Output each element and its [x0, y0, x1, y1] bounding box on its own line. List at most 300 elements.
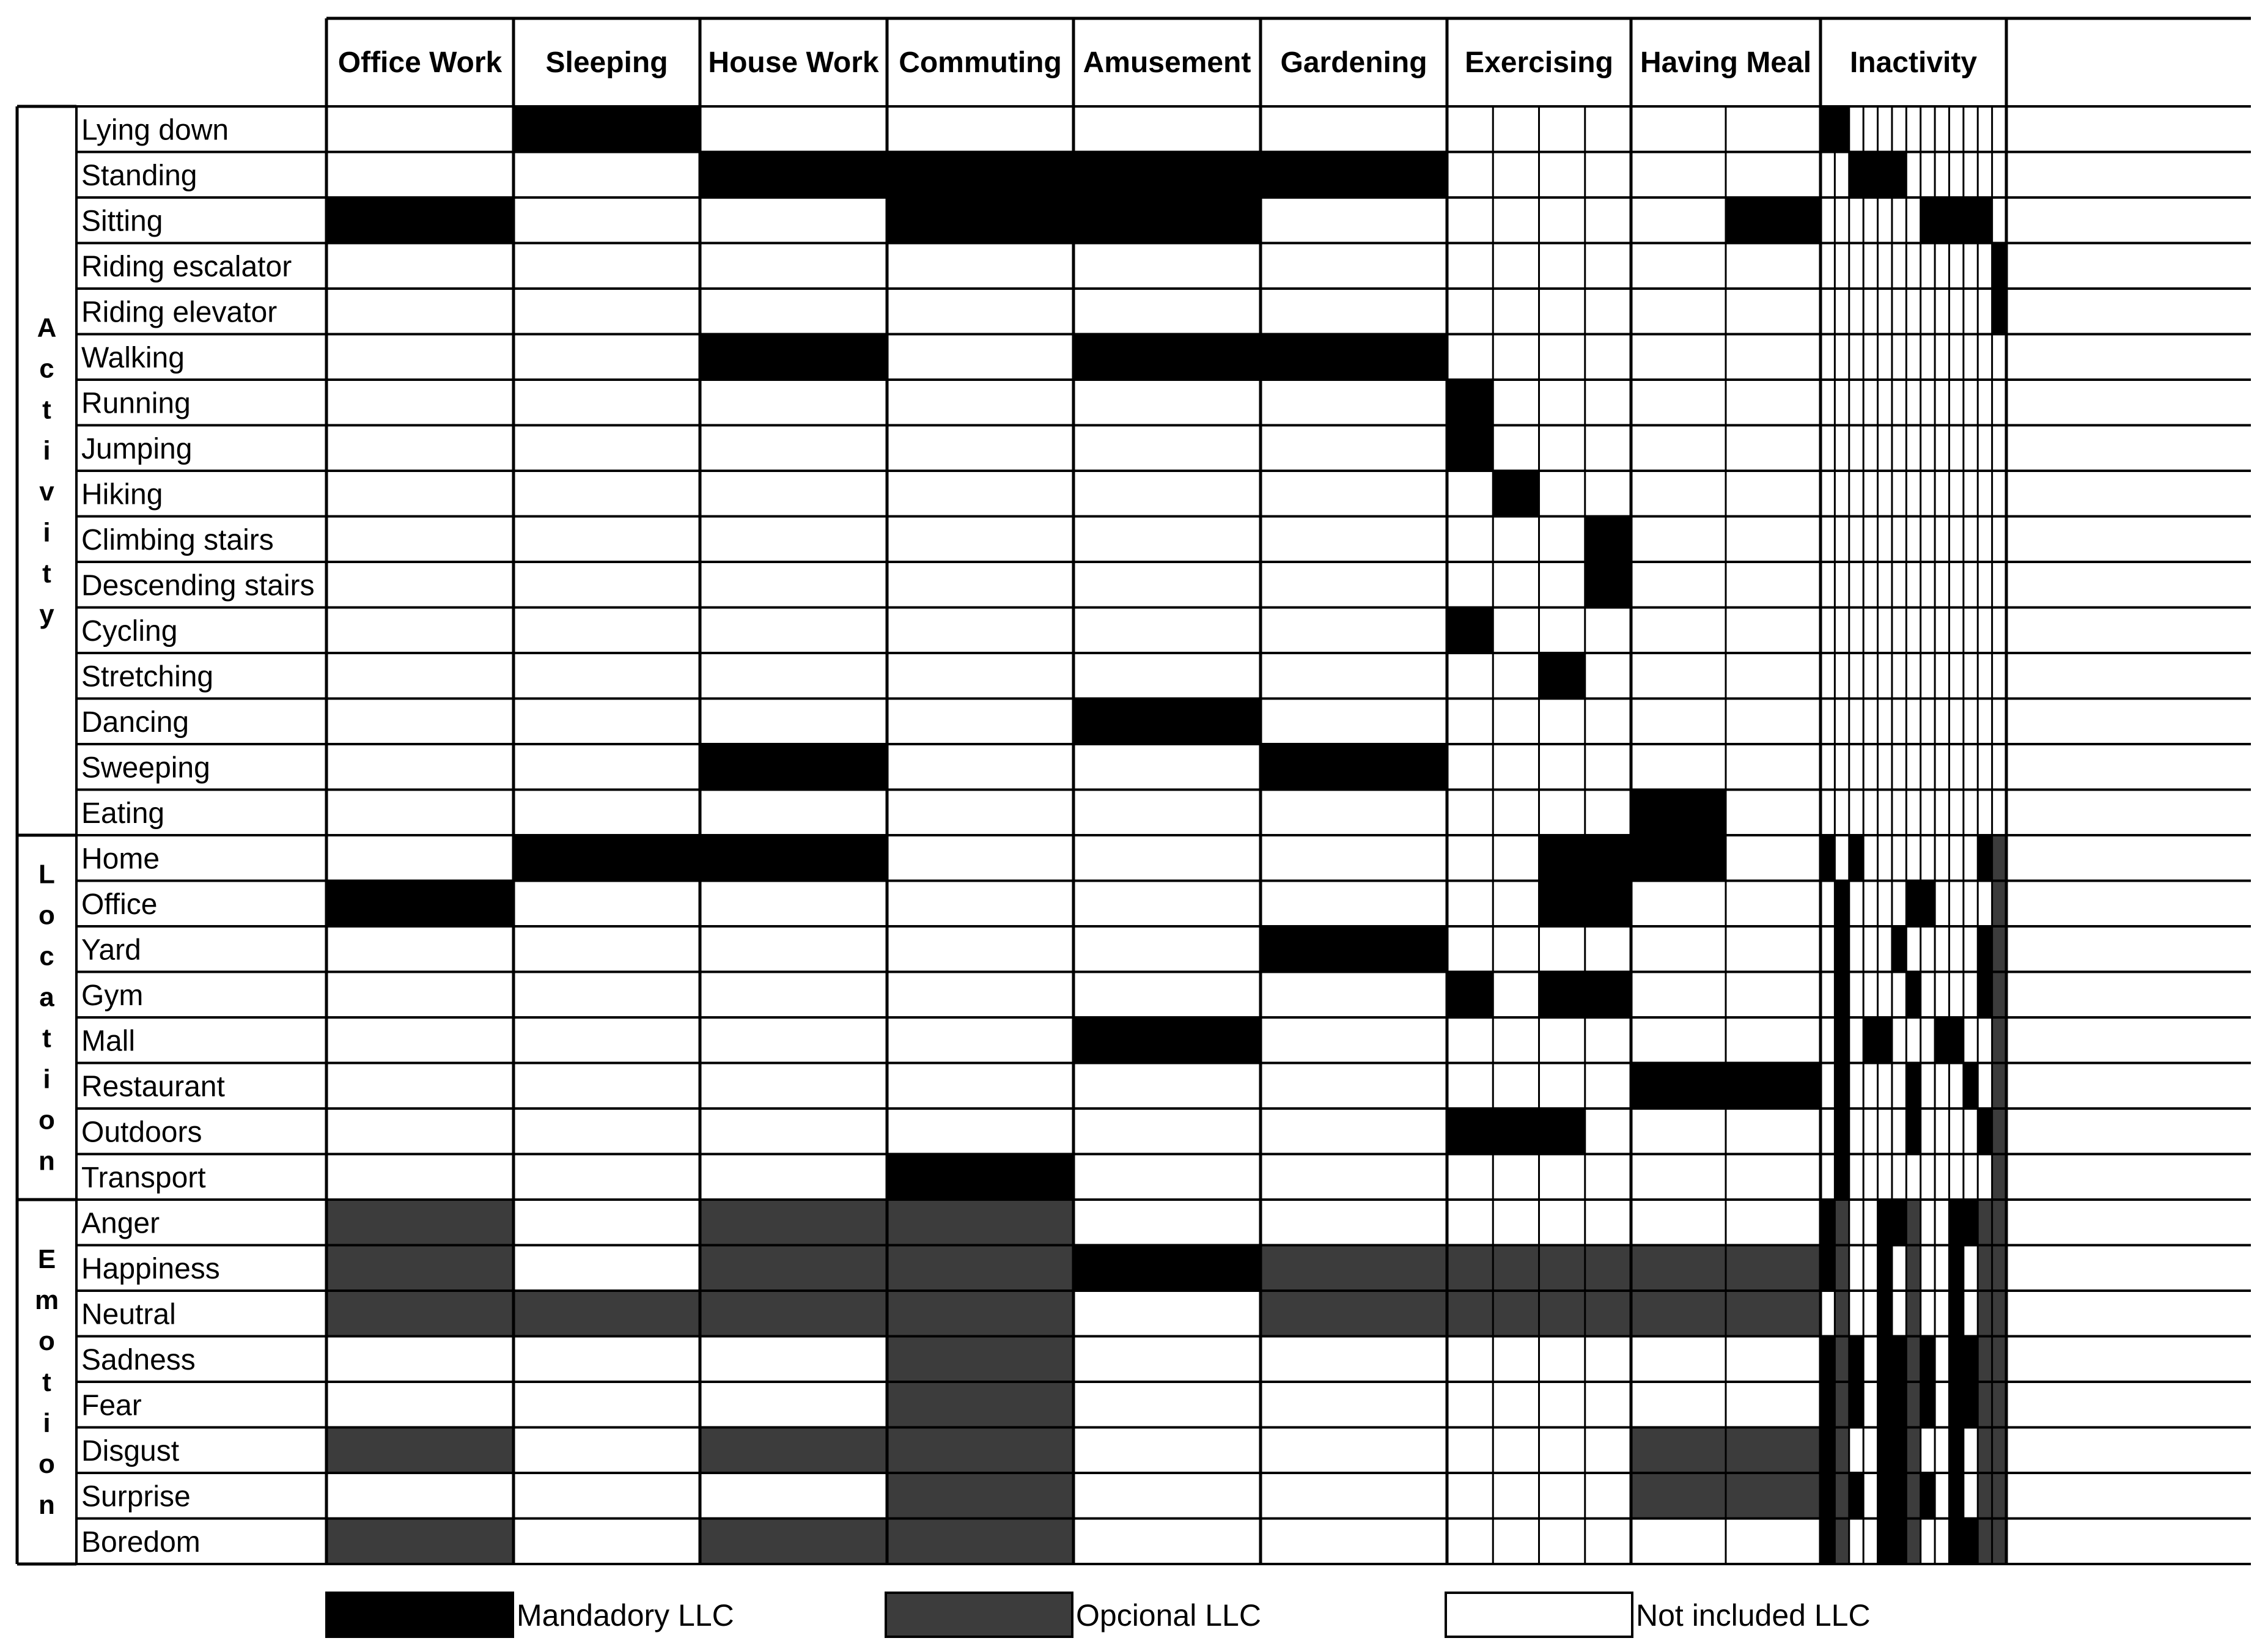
not-included-cell [1949, 881, 1964, 927]
not-included-cell [514, 426, 701, 471]
not-included-cell [1878, 380, 1893, 426]
not-included-cell [1835, 517, 1849, 563]
not-included-cell [1978, 562, 1992, 608]
not-included-cell [1493, 972, 1539, 1018]
not-included-cell [1073, 562, 1261, 608]
not-included-cell [1863, 562, 1878, 608]
not-included-cell [1949, 699, 1964, 745]
mandatory-cell [1964, 197, 1978, 243]
optional-cell [1978, 1473, 1992, 1519]
not-included-cell [1949, 289, 1964, 334]
mandatory-cell [1849, 1337, 1864, 1382]
not-included-cell [1992, 608, 2007, 654]
not-included-cell [1631, 152, 1726, 198]
not-included-cell [1726, 1337, 1821, 1382]
not-included-cell [1726, 608, 1821, 654]
not-included-cell [1073, 835, 1261, 881]
optional-cell [514, 1291, 701, 1337]
optional-cell [326, 1428, 514, 1474]
optional-cell [700, 1291, 888, 1337]
mandatory-cell [1878, 1473, 1893, 1519]
mandatory-cell [1949, 197, 1964, 243]
not-included-cell [1261, 426, 1448, 471]
not-included-cell [1539, 517, 1586, 563]
not-included-cell [887, 881, 1074, 927]
not-included-cell [1585, 790, 1632, 836]
optional-cell [1906, 1473, 1921, 1519]
not-included-cell [1878, 881, 1893, 927]
not-included-cell [1878, 471, 1893, 517]
not-included-cell [1835, 197, 1849, 243]
not-included-cell [1835, 152, 1849, 198]
not-included-cell [1964, 1473, 1978, 1519]
not-included-cell [887, 562, 1074, 608]
not-included-cell [1863, 744, 1878, 790]
mandatory-cell [1921, 881, 1935, 927]
mandatory-cell [1935, 1017, 1950, 1063]
not-included-cell [887, 1109, 1074, 1154]
not-included-cell [1878, 1109, 1893, 1154]
row-label-riding-elevator: Riding elevator [81, 296, 278, 329]
not-included-cell [1964, 1428, 1978, 1474]
not-included-cell [1073, 1428, 1261, 1474]
not-included-cell [1447, 1337, 1493, 1382]
not-included-cell [1849, 1154, 1864, 1200]
not-included-cell [1849, 1245, 1864, 1291]
not-included-cell [1821, 562, 1835, 608]
group-label-location: L o c a t i o n [39, 859, 55, 1176]
not-included-cell [1863, 1154, 1878, 1200]
mandatory-cell [1073, 1017, 1261, 1063]
not-included-cell [1631, 471, 1726, 517]
row-label-eating: Eating [81, 797, 165, 830]
column-header-exercising: Exercising [1465, 46, 1613, 79]
mandatory-cell [1964, 1200, 1978, 1245]
row-label-outdoors: Outdoors [81, 1116, 202, 1149]
not-included-cell [514, 1382, 701, 1428]
not-included-cell [1863, 1109, 1878, 1154]
not-included-cell [1935, 289, 1950, 334]
not-included-cell [1878, 653, 1893, 699]
not-included-cell [1849, 608, 1864, 654]
optional-cell [1992, 1519, 2007, 1565]
not-included-cell [514, 608, 701, 654]
not-included-cell [1539, 1154, 1586, 1200]
optional-cell [1261, 1291, 1448, 1337]
not-included-cell [1726, 653, 1821, 699]
mandatory-cell [1821, 1200, 1835, 1245]
not-included-cell [1493, 1382, 1539, 1428]
not-included-cell [1906, 699, 1921, 745]
not-included-cell [1631, 926, 1726, 972]
optional-cell [1978, 1428, 1992, 1474]
not-included-cell [1964, 152, 1978, 198]
not-included-cell [1935, 699, 1950, 745]
not-included-cell [1978, 1017, 1992, 1063]
not-included-cell [1073, 972, 1261, 1018]
not-included-cell [1447, 1428, 1493, 1474]
optional-cell [1726, 1473, 1821, 1519]
not-included-cell [1835, 426, 1849, 471]
not-included-cell [1447, 881, 1493, 927]
optional-cell [1992, 1109, 2007, 1154]
mandatory-cell [1447, 608, 1493, 654]
mandatory-cell [1585, 562, 1632, 608]
not-included-cell [1964, 1245, 1978, 1291]
not-included-cell [887, 289, 1074, 334]
not-included-cell [1935, 334, 1950, 380]
not-included-cell [1726, 1382, 1821, 1428]
not-included-cell [1585, 1063, 1632, 1109]
not-included-cell [1821, 471, 1835, 517]
not-included-cell [1539, 1200, 1586, 1245]
not-included-cell [1863, 289, 1878, 334]
not-included-cell [1821, 790, 1835, 836]
not-included-cell [1863, 1200, 1878, 1245]
not-included-cell [514, 790, 701, 836]
row-label-yard: Yard [81, 934, 141, 967]
mandatory-cell [1906, 1109, 1921, 1154]
not-included-cell [326, 699, 514, 745]
not-included-cell [1726, 1519, 1821, 1565]
optional-cell [887, 1291, 1074, 1337]
optional-cell [1992, 1291, 2007, 1337]
row-label-sadness: Sadness [81, 1343, 196, 1376]
not-included-cell [1892, 744, 1907, 790]
not-included-cell [1447, 1154, 1493, 1200]
mandatory-cell [1992, 289, 2007, 334]
mandatory-cell [1821, 1473, 1835, 1519]
not-included-cell [326, 1473, 514, 1519]
not-included-cell [1906, 1154, 1921, 1200]
not-included-cell [1493, 1473, 1539, 1519]
mandatory-cell [1992, 243, 2007, 289]
not-included-cell [1964, 471, 1978, 517]
optional-cell [1835, 1428, 1849, 1474]
mandatory-cell [1949, 1200, 1964, 1245]
not-included-cell [1835, 289, 1849, 334]
not-included-cell [514, 243, 701, 289]
not-included-cell [1964, 926, 1978, 972]
not-included-cell [1921, 517, 1935, 563]
not-included-cell [1892, 1109, 1907, 1154]
not-included-cell [1935, 562, 1950, 608]
not-included-cell [887, 835, 1074, 881]
not-included-cell [1447, 197, 1493, 243]
not-included-cell [1992, 562, 2007, 608]
optional-cell [1978, 1200, 1992, 1245]
not-included-cell [326, 1063, 514, 1109]
not-included-cell [1726, 699, 1821, 745]
column-header-commuting: Commuting [899, 46, 1062, 79]
not-included-cell [1261, 1200, 1448, 1245]
not-included-cell [1726, 790, 1821, 836]
not-included-cell [1849, 1017, 1864, 1063]
not-included-cell [1585, 426, 1632, 471]
mandatory-cell [1892, 152, 1907, 198]
not-included-cell [1921, 1428, 1935, 1474]
mandatory-cell [1892, 926, 1907, 972]
row-label-cycling: Cycling [81, 614, 178, 647]
mandatory-cell [1978, 197, 1992, 243]
not-included-cell [1261, 562, 1448, 608]
not-included-cell [1493, 152, 1539, 198]
not-included-cell [1964, 1291, 1978, 1337]
not-included-cell [1585, 1154, 1632, 1200]
not-included-cell [1631, 744, 1726, 790]
not-included-cell [887, 471, 1074, 517]
optional-cell [887, 1337, 1074, 1382]
group-label-emotion: E m o t i o n [34, 1244, 59, 1520]
not-included-cell [1949, 426, 1964, 471]
not-included-cell [1073, 471, 1261, 517]
not-included-cell [1821, 881, 1835, 927]
not-included-cell [1073, 926, 1261, 972]
not-included-cell [1726, 1200, 1821, 1245]
not-included-cell [514, 1428, 701, 1474]
not-included-cell [1863, 243, 1878, 289]
not-included-cell [1921, 1245, 1935, 1291]
not-included-cell [1539, 744, 1586, 790]
not-included-cell [326, 243, 514, 289]
not-included-cell [1849, 471, 1864, 517]
column-header-inactivity: Inactivity [1849, 46, 1978, 79]
not-included-cell [1073, 1519, 1261, 1565]
not-included-cell [1935, 1337, 1950, 1382]
mandatory-cell [1849, 152, 1864, 198]
not-included-cell [1493, 926, 1539, 972]
not-included-cell [1835, 243, 1849, 289]
not-included-cell [1978, 289, 1992, 334]
not-included-cell [1921, 926, 1935, 972]
mandatory-cell [1835, 881, 1849, 927]
mandatory-cell [1863, 152, 1878, 198]
not-included-cell [1906, 517, 1921, 563]
not-included-cell [1892, 106, 1907, 152]
not-included-cell [1863, 380, 1878, 426]
not-included-cell [1878, 744, 1893, 790]
not-included-cell [1906, 106, 1921, 152]
not-included-cell [1964, 972, 1978, 1018]
not-included-cell [1539, 699, 1586, 745]
legend [326, 1593, 1871, 1637]
not-included-cell [1949, 1154, 1964, 1200]
not-included-cell [700, 380, 888, 426]
row-label-jumping: Jumping [81, 432, 193, 465]
not-included-cell [1892, 471, 1907, 517]
row-label-walking: Walking [81, 341, 185, 374]
not-included-cell [1073, 1200, 1261, 1245]
not-included-cell [1539, 152, 1586, 198]
not-included-cell [1935, 790, 1950, 836]
not-included-cell [1821, 744, 1835, 790]
not-included-cell [514, 699, 701, 745]
not-included-cell [1878, 517, 1893, 563]
not-included-cell [1585, 334, 1632, 380]
not-included-cell [1964, 790, 1978, 836]
not-included-cell [1447, 471, 1493, 517]
mandatory-cell [1261, 334, 1448, 380]
not-included-cell [1539, 926, 1586, 972]
not-included-cell [700, 1154, 888, 1200]
not-included-cell [1949, 926, 1964, 972]
not-included-cell [1935, 380, 1950, 426]
mandatory-cell [1978, 972, 1992, 1018]
optional-cell [1906, 1245, 1921, 1291]
optional-cell [1992, 1154, 2007, 1200]
not-included-cell [1821, 926, 1835, 972]
row-label-dancing: Dancing [81, 706, 190, 739]
not-included-cell [1726, 152, 1821, 198]
not-included-cell [1949, 790, 1964, 836]
mandatory-cell [1726, 197, 1821, 243]
not-included-cell [1863, 1519, 1878, 1565]
mandatory-cell [1949, 1337, 1964, 1382]
optional-cell [1726, 1291, 1821, 1337]
not-included-cell [700, 699, 888, 745]
not-included-cell [1493, 699, 1539, 745]
not-included-cell [1849, 517, 1864, 563]
not-included-cell [1073, 426, 1261, 471]
not-included-cell [1585, 289, 1632, 334]
not-included-cell [1631, 1200, 1726, 1245]
not-included-cell [1906, 744, 1921, 790]
mandatory-cell [1835, 926, 1849, 972]
not-included-cell [1447, 835, 1493, 881]
not-included-cell [1878, 243, 1893, 289]
not-included-cell [514, 926, 701, 972]
not-included-cell [1935, 1473, 1950, 1519]
not-included-cell [1949, 972, 1964, 1018]
not-included-cell [1261, 1519, 1448, 1565]
not-included-cell [1447, 289, 1493, 334]
not-included-cell [1863, 653, 1878, 699]
not-included-cell [1849, 881, 1864, 927]
not-included-cell [1447, 1063, 1493, 1109]
not-included-cell [1821, 1291, 1835, 1337]
not-included-cell [1935, 152, 1950, 198]
not-included-cell [887, 426, 1074, 471]
not-included-cell [1992, 106, 2007, 152]
not-included-cell [1631, 426, 1726, 471]
not-included-cell [1631, 1154, 1726, 1200]
not-included-cell [1849, 1109, 1864, 1154]
not-included-cell [1863, 790, 1878, 836]
not-included-cell [1921, 699, 1935, 745]
not-included-cell [1935, 471, 1950, 517]
mandatory-cell [1906, 1063, 1921, 1109]
not-included-cell [1539, 1382, 1586, 1428]
not-included-cell [1935, 1291, 1950, 1337]
not-included-cell [514, 653, 701, 699]
not-included-cell [1863, 1291, 1878, 1337]
not-included-cell [1585, 1473, 1632, 1519]
not-included-cell [1447, 1382, 1493, 1428]
not-included-cell [326, 744, 514, 790]
not-included-cell [1726, 334, 1821, 380]
not-included-cell [1493, 608, 1539, 654]
not-included-cell [887, 744, 1074, 790]
not-included-cell [1978, 517, 1992, 563]
not-included-cell [1585, 152, 1632, 198]
column-header-gardening: Gardening [1280, 46, 1427, 79]
not-included-cell [326, 835, 514, 881]
mandatory-cell [1949, 1428, 1964, 1474]
mandatory-cell [1821, 1382, 1835, 1428]
mandatory-cell [1073, 334, 1261, 380]
not-included-cell [1892, 1017, 1907, 1063]
column-headers [338, 46, 1978, 79]
not-included-cell [1992, 699, 2007, 745]
not-included-cell [1892, 243, 1907, 289]
mandatory-cell [1821, 1428, 1835, 1474]
not-included-cell [1964, 334, 1978, 380]
not-included-cell [1261, 1017, 1448, 1063]
legend-label: Mandadory LLC [517, 1598, 734, 1632]
not-included-cell [1863, 1382, 1878, 1428]
mandatory-cell [1949, 1291, 1964, 1337]
mandatory-cell [514, 106, 701, 152]
optional-cell [326, 1519, 514, 1565]
row-label-stretching: Stretching [81, 660, 214, 693]
not-included-cell [1726, 835, 1821, 881]
not-included-cell [1261, 608, 1448, 654]
mandatory-cell [1447, 380, 1493, 426]
not-included-cell [1935, 243, 1950, 289]
not-included-cell [514, 1337, 701, 1382]
not-included-cell [1631, 699, 1726, 745]
not-included-cell [1935, 881, 1950, 927]
not-included-cell [1978, 152, 1992, 198]
not-included-cell [1849, 790, 1864, 836]
not-included-cell [1949, 334, 1964, 380]
optional-cell [1835, 1200, 1849, 1245]
not-included-cell [700, 926, 888, 972]
not-included-cell [1821, 1154, 1835, 1200]
mandatory-cell [1949, 1519, 1964, 1565]
mandatory-cell [1906, 881, 1921, 927]
not-included-cell [1539, 334, 1586, 380]
not-included-cell [514, 197, 701, 243]
not-included-cell [1261, 517, 1448, 563]
mandatory-cell [1892, 1473, 1907, 1519]
not-included-cell [1964, 1154, 1978, 1200]
not-included-cell [1863, 106, 1878, 152]
not-included-cell [1493, 1154, 1539, 1200]
legend-label: Not included LLC [1636, 1598, 1871, 1632]
not-included-cell [1935, 1063, 1950, 1109]
not-included-cell [1631, 653, 1726, 699]
not-included-cell [1878, 1154, 1893, 1200]
not-included-cell [1949, 517, 1964, 563]
not-included-cell [1539, 471, 1586, 517]
not-included-cell [1631, 380, 1726, 426]
not-included-cell [1726, 972, 1821, 1018]
mandatory-cell [1921, 1473, 1935, 1519]
not-included-cell [1892, 1154, 1907, 1200]
not-included-cell [1964, 426, 1978, 471]
optional-cell [1835, 1291, 1849, 1337]
not-included-cell [1261, 1337, 1448, 1382]
not-included-cell [1892, 517, 1907, 563]
not-included-cell [1835, 653, 1849, 699]
not-included-cell [1921, 334, 1935, 380]
not-included-cell [1835, 744, 1849, 790]
not-included-cell [1906, 243, 1921, 289]
not-included-cell [1992, 471, 2007, 517]
not-included-cell [1073, 1154, 1261, 1200]
group-labels [35, 313, 59, 1521]
